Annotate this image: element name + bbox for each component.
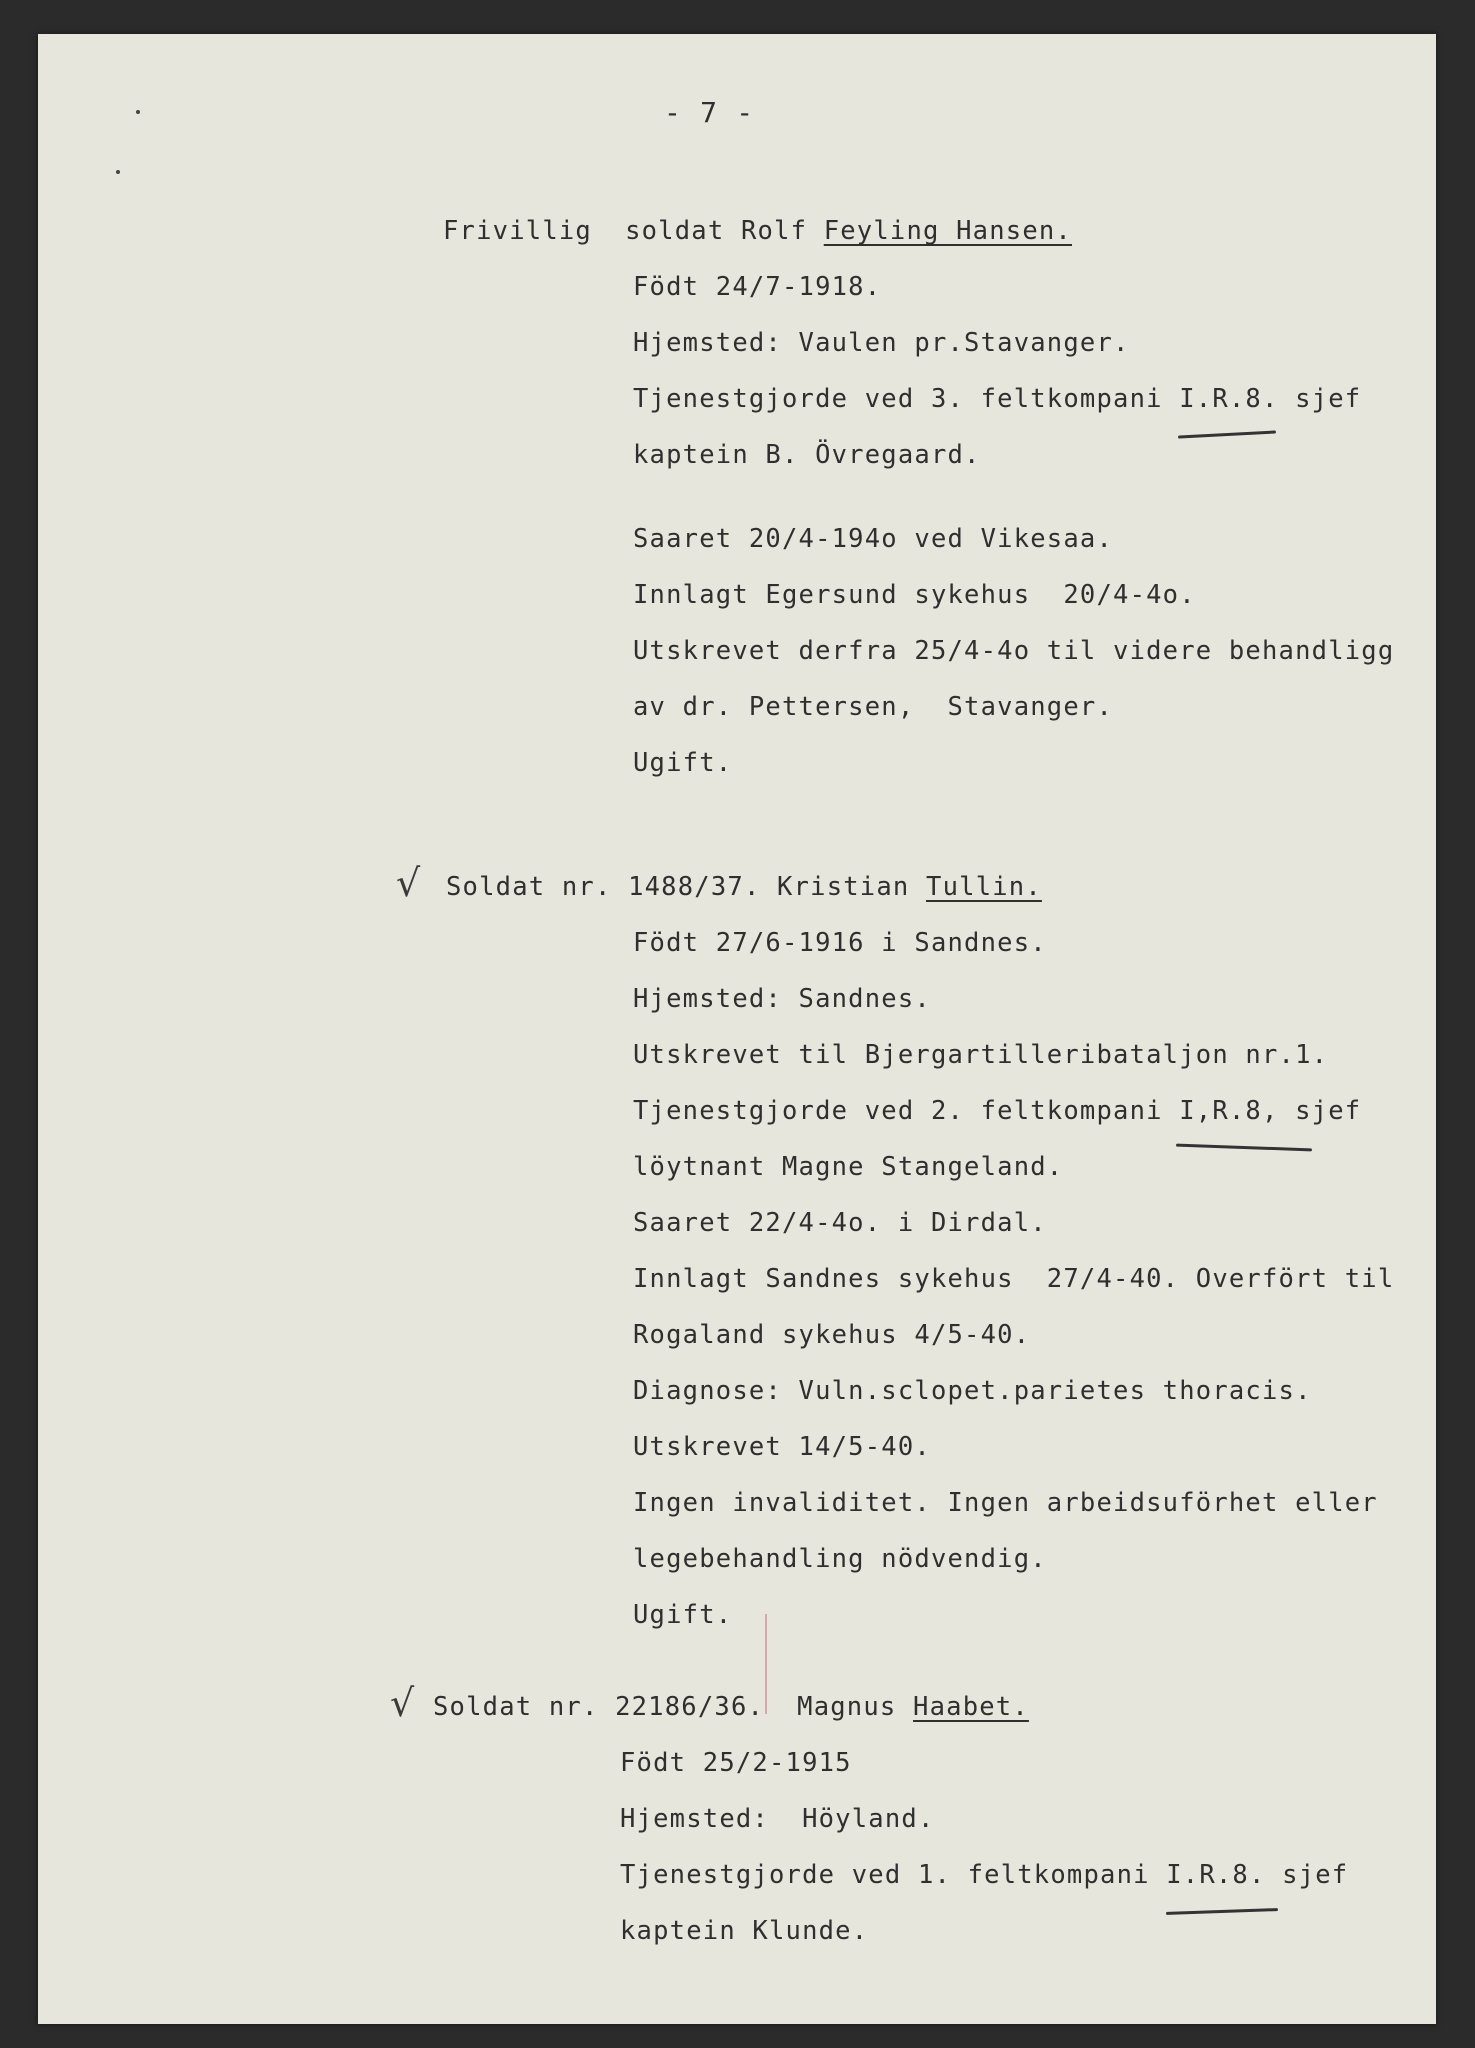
check-mark: √	[390, 1681, 415, 1725]
entry-line: kaptein Klunde.	[620, 1916, 869, 1946]
entry-line: Hjemsted: Vaulen pr.Stavanger.	[633, 328, 1130, 358]
entry-line: Tjenestgjorde ved 2. feltkompani I,R.8, sjef	[633, 1096, 1362, 1126]
entry-line: Utskrevet derfra 25/4-4o til videre behandligg	[633, 636, 1395, 666]
entry-heading: Frivillig soldat Rolf Feyling Hansen.	[443, 216, 1072, 246]
entry-line: Innlagt Egersund sykehus 20/4-4o.	[633, 580, 1196, 610]
entry-line: Utskrevet 14/5-40.	[633, 1432, 931, 1462]
entry-line: Hjemsted: Sandnes.	[633, 984, 931, 1014]
document-page	[38, 34, 1436, 2024]
pen-underline	[1176, 1144, 1312, 1152]
soldier-name: Feyling Hansen.	[823, 216, 1072, 246]
entry-line: Ugift.	[633, 1600, 733, 1630]
entry-line: av dr. Pettersen, Stavanger.	[633, 692, 1114, 722]
entry-line: Födt 24/7-1918.	[633, 272, 882, 302]
entry-line: legebehandling nödvendig.	[633, 1544, 1047, 1574]
soldier-name: Haabet.	[913, 1692, 1029, 1722]
entry-line: Ingen invaliditet. Ingen arbeidsuförhet eller	[633, 1488, 1378, 1518]
entry-heading: Soldat nr. 1488/37. Kristian Tullin.	[446, 872, 1042, 902]
pen-underline	[1166, 1908, 1278, 1915]
entry-heading: Soldat nr. 22186/36. Magnus Haabet.	[433, 1692, 1029, 1722]
pen-underline	[1178, 430, 1276, 438]
entry-line: Födt 25/2-1915	[620, 1748, 852, 1778]
entry-line: Saaret 22/4-4o. i Dirdal.	[633, 1208, 1047, 1238]
entry-line: Tjenestgjorde ved 1. feltkompani I.R.8. sjef	[620, 1860, 1349, 1890]
speck	[116, 170, 120, 174]
entry-line: Tjenestgjorde ved 3. feltkompani I.R.8. sjef	[633, 384, 1362, 414]
page-number: - 7 -	[664, 96, 755, 129]
soldier-name: Tullin.	[926, 872, 1042, 902]
entry-line: Innlagt Sandnes sykehus 27/4-40. Overfört til	[633, 1264, 1395, 1294]
entry-line: kaptein B. Övregaard.	[633, 440, 981, 470]
speck	[136, 110, 140, 114]
entry-line: Diagnose: Vuln.sclopet.parietes thoracis.	[633, 1376, 1312, 1406]
entry-line: Ugift.	[633, 748, 733, 778]
entry-line: Rogaland sykehus 4/5-40.	[633, 1320, 1031, 1350]
entry-line: Födt 27/6-1916 i Sandnes.	[633, 928, 1047, 958]
entry-line: löytnant Magne Stangeland.	[633, 1152, 1064, 1182]
entry-line: Hjemsted: Höyland.	[620, 1804, 935, 1834]
entry-line: Utskrevet til Bjergartilleribataljon nr.1.	[633, 1040, 1329, 1070]
check-mark: √	[396, 861, 421, 905]
entry-line: Saaret 20/4-194o ved Vikesaa.	[633, 524, 1114, 554]
